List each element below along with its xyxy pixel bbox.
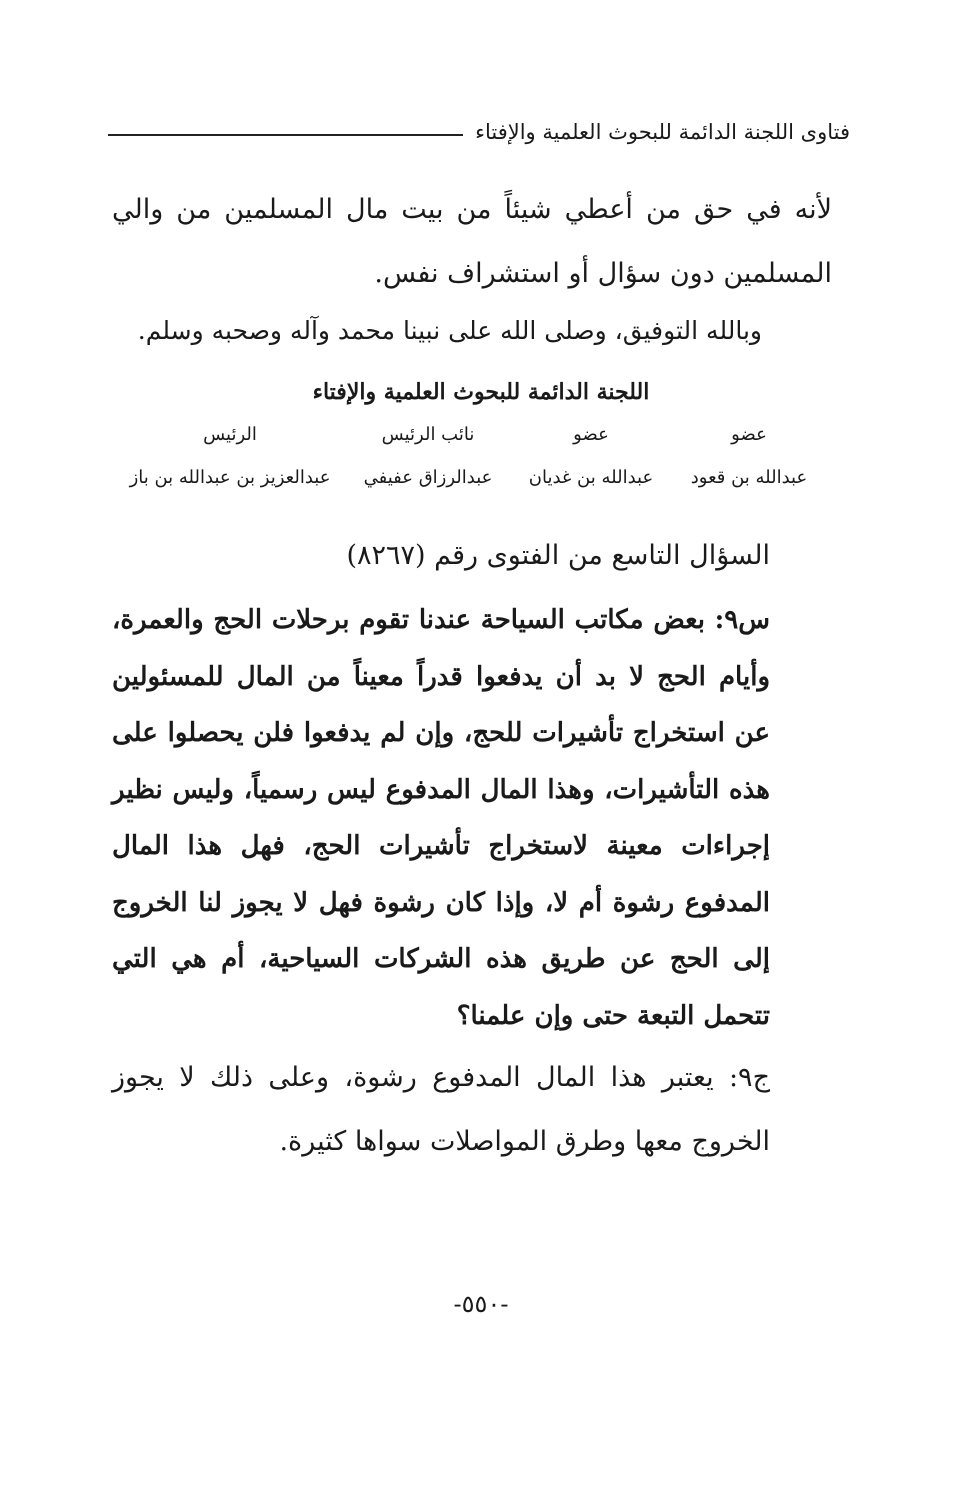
running-header [108, 112, 850, 152]
closing-formula: وبالله التوفيق، وصلى الله على نبينا محمد وآله وصحبه وسلم. [137, 316, 762, 345]
paragraph-continuation: لأنه في حق من أعطي شيئاً من بيت مال المسلمين من والي المسلمين دون سؤال أو استشراف نفس. [112, 194, 832, 289]
signatory-role: نائب الرئيس [381, 424, 475, 445]
signatory-name: عبدالله بن غديان [528, 467, 654, 488]
signatory-name: عبدالله بن قعود [690, 467, 808, 488]
signatory-name: عبدالرزاق عفيفي [363, 467, 493, 488]
committee-name: اللجنة الدائمة للبحوث العلمية والإفتاء [312, 379, 650, 405]
question-heading: السؤال التاسع من الفتوى رقم (٨٢٦٧) [346, 540, 770, 571]
signatory-names [120, 467, 824, 488]
signatory-role: الرئيس [203, 424, 257, 445]
header-rule [108, 134, 463, 136]
question-text: س٩: بعض مكاتب السياحة عندنا تقوم برحلات الحج والعمرة، وأيام الحج لا بد أن يدفعوا قدراً معيناً من المال للمسئولين عن استخراج تأشيرات للحج، وإن لم يدفعوا فلن يحصلوا على هذه التأشيرات، وهذا المال المدفوع ليس رسمياً، وليس نظير إجراءات معينة لاستخراج تأشيرات الحج، فهل هذا المال المدفوع رشوة أم لا، وإذا كان رشوة فهل لا يجوز لنا الخروج إلى الحج عن طريق هذه الشركات السياحية، أم هي التي تتحمل التبعة حتى وإن علمنا؟ [112, 605, 770, 1031]
signatory-name: عبدالعزيز بن عبدالله بن باز [129, 467, 331, 488]
signatory-role: عضو [731, 424, 767, 445]
page-number: -٥٥٠- [453, 1290, 509, 1318]
signatory-roles [120, 424, 824, 445]
answer-text: ج٩: يعتبر هذا المال المدفوع رشوة، وعلى ذلك لا يجوز الخروج معها وطرق المواصلات سواها كثيرة. [112, 1062, 770, 1157]
running-header-title: فتاوى اللجنة الدائمة للبحوث العلمية والإفتاء [475, 120, 850, 144]
signatory-role: عضو [573, 424, 609, 445]
